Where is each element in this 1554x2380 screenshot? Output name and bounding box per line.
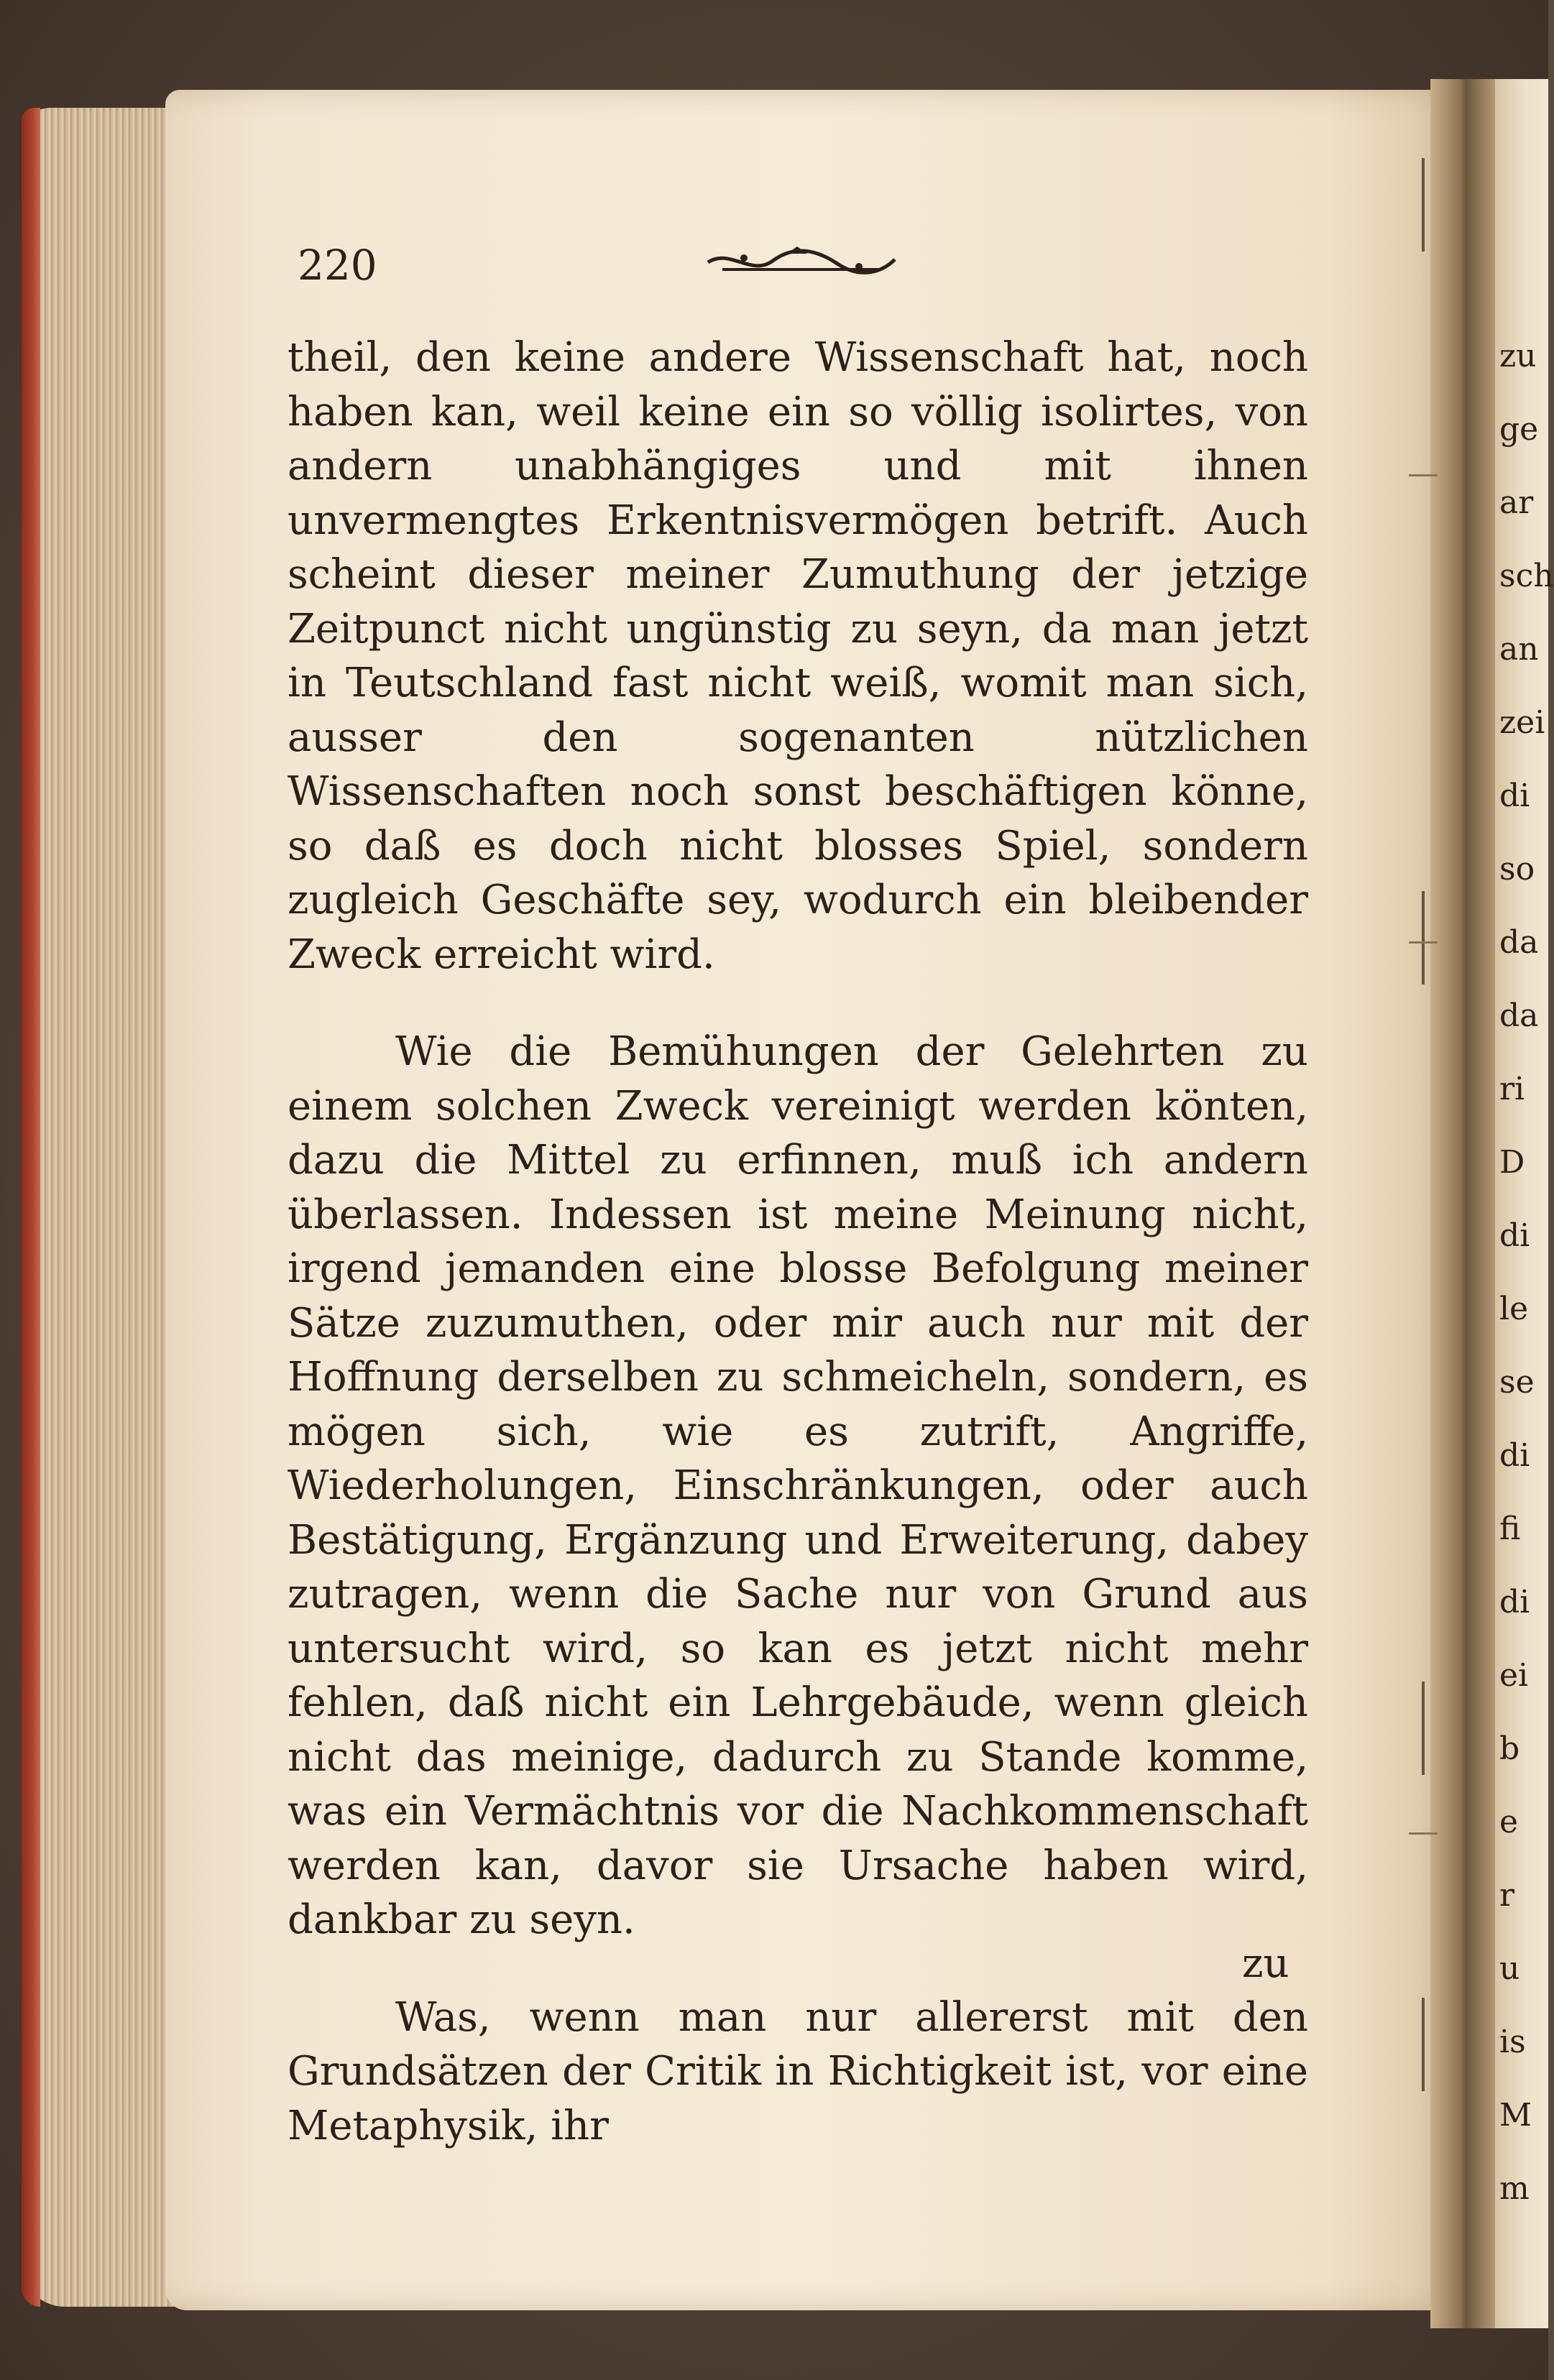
facing-page-fragment: b xyxy=(1499,1730,1520,1767)
facing-page-fragment: sch xyxy=(1499,558,1554,594)
right-page-fragment xyxy=(1495,79,1554,2328)
facing-page-fragment: an xyxy=(1499,631,1539,668)
facing-page-fragment: ri xyxy=(1499,1071,1525,1107)
facing-page-fragment: da xyxy=(1499,924,1539,961)
facing-page-fragment: di xyxy=(1499,1217,1530,1254)
facing-page-fragment: ei xyxy=(1499,1657,1529,1694)
facing-page-fragment: so xyxy=(1499,851,1535,887)
facing-page-fragment: u xyxy=(1499,1950,1520,1987)
facing-page-fragment: fi xyxy=(1499,1510,1521,1547)
facing-page-fragment: le xyxy=(1499,1291,1529,1327)
facing-page-fragment: ge xyxy=(1499,411,1539,448)
facing-page-fragment: zu xyxy=(1499,338,1537,374)
body-text xyxy=(288,331,1308,2153)
facing-page-fragment: e xyxy=(1499,1804,1519,1840)
facing-page-fragment: M xyxy=(1499,2097,1532,2134)
facing-page-fragment: r xyxy=(1499,1877,1515,1914)
binding-stitch xyxy=(1422,1682,1425,1775)
facing-page-fragment: da xyxy=(1499,997,1539,1034)
catchword: zu xyxy=(1242,1940,1289,1987)
binding-notch xyxy=(1409,474,1438,476)
paragraph-1: theil, den keine andere Wissenschaft hat, noch haben kan, weil keine ein so völlig isolirtes, von andern unabhängiges und mit ihnen unvermengtes Erkentnisvermögen betrift. Auch scheint dieser meiner Zumuthung der jetzige Zeitpunct nicht ungünstig zu seyn, da man jetzt in Teutschland fast nicht weiß, womit man sich, ausser den sogenanten nützlichen Wissenschaften noch sonst beschäftigen könne, so daß es doch nicht blosses Spiel, sondern zugleich Geschäfte sey, wodurch ein bleibender Zweck erreicht wird. xyxy=(288,334,1308,978)
facing-page-fragment: m xyxy=(1499,2170,1530,2207)
page-number: 220 xyxy=(298,241,377,290)
facing-page-fragment: di xyxy=(1499,778,1530,814)
binding-stitch xyxy=(1422,1998,1425,2091)
binding-notch xyxy=(1409,941,1438,944)
printer-ornament-icon xyxy=(701,241,902,284)
red-edge-trim xyxy=(22,108,40,2307)
binding-notch xyxy=(1409,1832,1438,1835)
book-gutter xyxy=(1430,79,1495,2328)
facing-page-fragment: ar xyxy=(1499,484,1534,521)
facing-page-fragment: zei xyxy=(1499,704,1545,741)
paragraph-3: Was, wenn man nur allererst mit den Grundsätzen der Critik in Richtigkeit ist, vor eine Metaphysik, ihr xyxy=(288,1993,1308,2149)
facing-page-fragment: se xyxy=(1499,1364,1535,1401)
binding-stitch xyxy=(1422,891,1425,984)
facing-page-fragment: D xyxy=(1499,1144,1525,1181)
facing-page-fragment: di xyxy=(1499,1584,1530,1620)
paragraph-2: Wie die Bemühungen der Gelehrten zu einem solchen Zweck vereinigt werden könten, dazu die Mittel zu erfinnen, muß ich andern überlassen. Indessen ist meine Meinung nicht, irgend jemanden eine blosse Befolgung meiner Sätze zuzumuthen, oder mir auch nur mit der Hoffnung derselben zu schmeicheln, sondern, es mögen sich, wie es zutrift, Angriffe, Wiederholungen, Einschränkungen, oder auch Bestätigung, Ergänzung und Erweiterung, dabey zutragen, wenn die Sache nur von Grund aus untersucht wird, so kan es jetzt nicht mehr fehlen, daß nicht ein Lehrgebäude, wenn gleich nicht das meinige, dadurch zu Stande komme, was ein Vermächtnis vor die Nachkommenschaft werden kan, davor sie Ursache haben wird, dankbar zu seyn. xyxy=(288,1028,1308,1943)
binding-stitch xyxy=(1422,158,1425,252)
facing-page-fragment: is xyxy=(1499,2024,1526,2060)
book-page-edges xyxy=(22,108,187,2307)
facing-page-fragment: di xyxy=(1499,1437,1530,1474)
